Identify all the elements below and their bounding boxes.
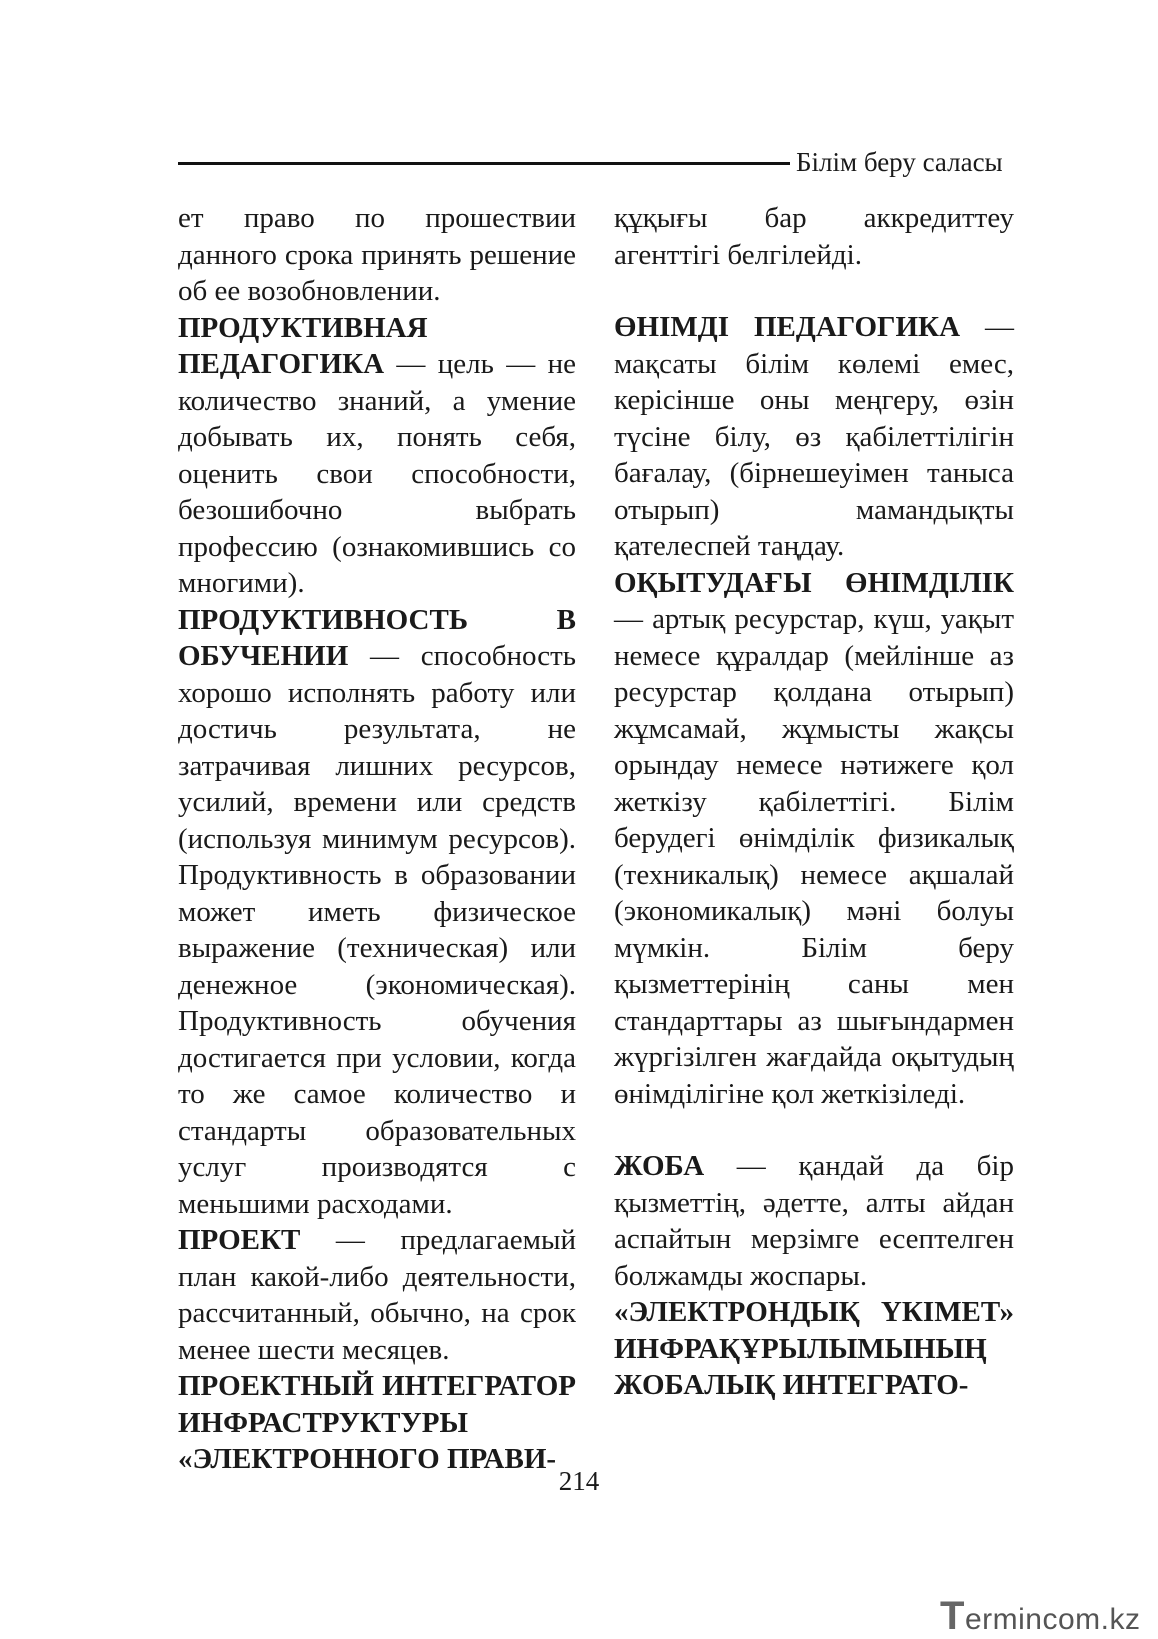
- entry-term: ПРОДУКТИВНОСТЬ В ОБУЧЕНИИ: [178, 603, 576, 672]
- running-header: Білім беру саласы: [796, 147, 1003, 177]
- watermark-logo: [940, 1594, 1141, 1638]
- entry-definition: — мақсаты білім көлемі емес, керісінше оны меңгеру, өзін түсіне білу, өз қабілеттілігін бағалау, (бірнешеуімен таныса отырып) мамандықты қателеспей таңдау.: [614, 311, 1014, 562]
- header-rule: [178, 162, 790, 165]
- watermark-prefix: T: [940, 1594, 965, 1638]
- entry-term: ПРОЕКТНЫЙ ИНТЕГРАТОР ИНФРАСТРУКТУРЫ «ЭЛЕКТРОННОГО ПРАВИ-: [178, 1370, 576, 1475]
- entry-term: ӨНІМДІ ПЕДАГОГИКА: [614, 311, 961, 343]
- entry-term: «ЭЛЕКТРОНДЫҚ ҮКІМЕТ» ИНФРАҚҰРЫЛЫМЫНЫҢ ЖОБАЛЫҚ ИНТЕГРАТО-: [614, 1296, 1014, 1401]
- entry-definition: — способность хорошо исполнять работу или достичь результата, не затрачивая лишних ресурсов, усилий, времени или средств (используя минимум ресурсов). Продуктивность в образовании может иметь физическое выражение (техническая) или денежное (экономическая). Продуктивность обучения достигается при условии, когда то же самое количество и стандарты образовательных услуг производятся с меньшими расходами.: [178, 640, 576, 1220]
- entry-oqytudagy-onimdilik: [614, 565, 1014, 1113]
- entry-term: ПРОЕКТ: [178, 1224, 301, 1256]
- entry-zhobalyq-integrator: [614, 1294, 1014, 1404]
- spacer: [614, 1112, 1014, 1148]
- entry-onimdi-pedagogika: [614, 309, 1014, 565]
- continuation-text: құқығы бар аккредиттеу агенттігі белгілейді.: [614, 202, 1014, 271]
- entry-definition: — предлагаемый план какой-либо деятельности, рассчитанный, обычно, на срок менее шести месяцев.: [178, 1224, 576, 1366]
- entry-project: [178, 1222, 576, 1368]
- entry-definition: — цель — не количество знаний, а умение добывать их, понять себя, оценить свои способности, безошибочно выбрать профессию (ознакомившись со многими).: [178, 348, 576, 599]
- entry-productive-pedagogy: [178, 310, 576, 602]
- entry-definition: — қандай да бір қызметтің, әдетте, алты айдан аспайтын мерзімге есептелген болжамды жоспары.: [614, 1150, 1014, 1292]
- entry-project-integrator: [178, 1368, 576, 1478]
- right-column: [614, 200, 1014, 1404]
- spacer: [614, 273, 1014, 309]
- left-column: [178, 200, 576, 1478]
- entry-term: ПРОДУКТИВНАЯ ПЕДАГОГИКА: [178, 311, 428, 380]
- watermark-text: ermincom.kz: [964, 1603, 1141, 1636]
- entry-productivity-learning: [178, 602, 576, 1223]
- entry-zhoba: [614, 1148, 1014, 1294]
- page-number: 214: [558, 1466, 600, 1496]
- entry-definition: — артық ресурстар, күш, уақыт немесе құралдар (мейлінше аз ресурстар қолдана отырып) жұмсамай, жұмысты жақсы орындау немесе нәтижеге қол жеткізу қабілеттігі. Білім берудегі өнімділік физикалық (техникалық) немесе ақшалай (экономикалық) мәні болуы мүмкін. Білім беру қызметтерінің саны мен стандарттары аз шығындармен жүргізілген жағдайда оқытудың өнімділігіне қол жеткізіледі.: [614, 603, 1014, 1110]
- entry-term: ЖОБА: [614, 1150, 705, 1182]
- continuation-text: ет право по прошествии данного срока принять решение об ее возобновлении.: [178, 202, 576, 307]
- entry-term: ОҚЫТУДАҒЫ ӨНІМДІЛІК: [614, 566, 1014, 599]
